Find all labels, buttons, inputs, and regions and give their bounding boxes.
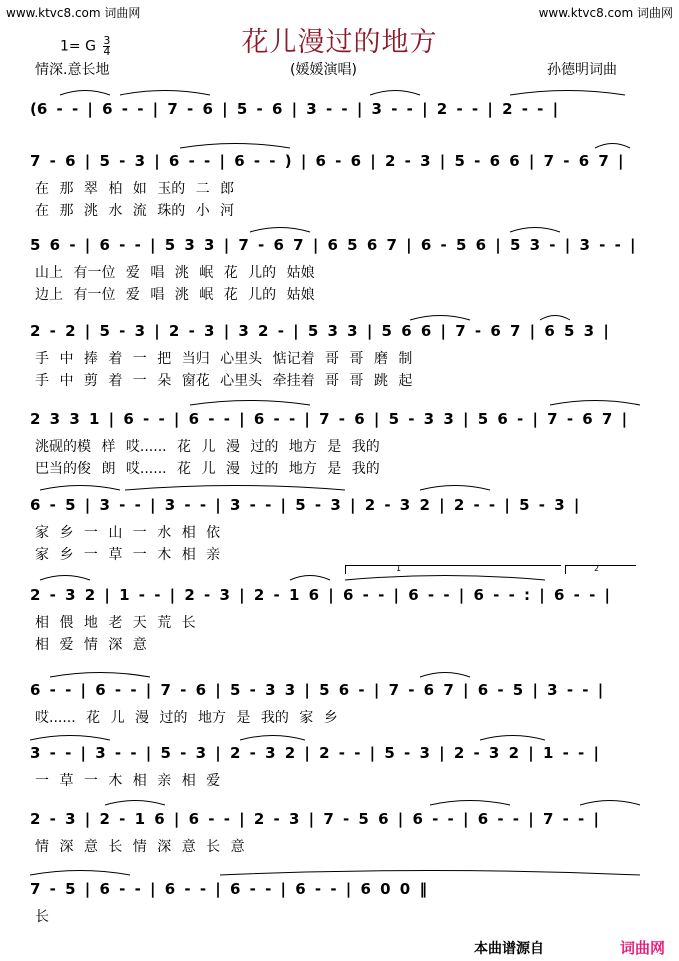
lyric-line-5-2: 巴当的俊 朗 哎...... 花 儿 漫 过的 地方 是 我的 (35, 461, 380, 477)
key-label: 1= G (60, 38, 96, 55)
slur-10 (190, 401, 310, 406)
slur-12 (40, 486, 120, 491)
slur-24 (430, 801, 510, 806)
volta-first (345, 565, 561, 574)
slur-3 (510, 91, 625, 96)
watermark-right: www.ktvc8.com 词曲网 (538, 6, 673, 20)
lyric-line-3-2: 边上 有一位 爱 唱 洮 岷 花 儿的 姑娘 (35, 287, 315, 303)
lyric-line-7-2: 相 爱 情 深 意 (35, 637, 147, 653)
notation-line-5: 2 3 3 1 | 6 - - | 6 - - | 6 - - | 7 - 6 | 5 - 3 3 | 5 6 - | 7 - 6 7 | (30, 410, 628, 428)
footer-source: 本曲谱源自 (474, 941, 544, 957)
slur-5 (595, 144, 630, 149)
slur-18 (50, 673, 150, 678)
slur-15 (40, 576, 90, 581)
slur-17 (345, 576, 545, 581)
time-bottom: 4 (103, 45, 111, 58)
page-title: 花儿漫过的地方 (241, 27, 438, 58)
slur-7 (510, 228, 560, 233)
notation-line-7: 2 - 3 2 | 1 - - | 2 - 3 | 2 - 1 6 | 6 - - | 6 - - | 6 - - : | 6 - - | (30, 586, 610, 604)
slur-4 (180, 144, 290, 149)
slur-19 (420, 673, 470, 678)
credits: 孙德明词曲 (547, 62, 617, 78)
slur-27 (220, 871, 640, 876)
slur-13 (125, 486, 345, 491)
slur-1 (120, 91, 210, 96)
slur-2 (370, 91, 420, 96)
slur-26 (30, 871, 130, 876)
footer-logo[interactable]: 词曲网 (620, 939, 666, 957)
lyric-line-3-1: 山上 有一位 爱 唱 洮 岷 花 儿的 姑娘 (35, 265, 315, 281)
notation-line-6: 6 - 5 | 3 - - | 3 - - | 3 - - | 5 - 3 | 2 - 3 2 | 2 - - | 5 - 3 | (30, 496, 580, 514)
notation-line-1: (6 - - | 6 - - | 7 - 6 | 5 - 6 | 3 - - | 3 - - | 2 - - | 2 - - | (30, 100, 559, 118)
slur-14 (420, 486, 490, 491)
notation-line-9: 3 - - | 3 - - | 5 - 3 | 2 - 3 2 | 2 - - | 5 - 3 | 2 - 3 2 | 1 - - | (30, 744, 599, 762)
volta-first-label: 1 (396, 564, 402, 573)
slur-11 (550, 401, 640, 406)
lyric-line-4-2: 手 中 剪 着 一 朵 窗花 心里头 牵挂着 哥 哥 跳 起 (35, 373, 413, 389)
slur-23 (105, 801, 165, 806)
watermark-left: www.ktvc8.com 词曲网 (6, 6, 141, 20)
volta-second (565, 565, 636, 574)
lyric-line-4-1: 手 中 捧 着 一 把 当归 心里头 惦记着 哥 哥 磨 制 (35, 351, 413, 367)
slur-9 (540, 316, 570, 321)
volta-second-label: 2 (594, 564, 600, 573)
notation-line-10: 2 - 3 | 2 - 1 6 | 6 - - | 2 - 3 | 7 - 5 6 | 6 - - | 6 - - | 7 - - | (30, 810, 599, 828)
notation-line-8: 6 - - | 6 - - | 7 - 6 | 5 - 3 3 | 5 6 - | 7 - 6 7 | 6 - 5 | 3 - - | (30, 681, 604, 699)
slur-6 (250, 228, 310, 233)
lyric-line-6-2: 家 乡 一 草 一 木 相 亲 (35, 547, 221, 563)
slur-8 (410, 316, 470, 321)
lyric-line-11-1: 长 (35, 909, 49, 925)
lyric-line-2-1: 在 那 翠 柏 如 玉的 二 郎 (35, 181, 235, 197)
lyric-line-8-1: 哎...... 花 儿 漫 过的 地方 是 我的 家 乡 (35, 710, 338, 726)
lyric-line-5-1: 洮砚的模 样 哎...... 花 儿 漫 过的 地方 是 我的 (35, 439, 380, 455)
slur-25 (580, 801, 640, 806)
notation-line-3: 5 6 - | 6 - - | 5 3 3 | 7 - 6 7 | 6 5 6 7 | 6 - 5 6 | 5 3 - | 3 - - | (30, 236, 636, 254)
lyric-line-9-1: 一 草 一 木 相 亲 相 爱 (35, 773, 221, 789)
lyric-line-2-2: 在 那 洮 水 流 珠的 小 河 (35, 203, 235, 219)
lyric-line-10-1: 情 深 意 长 情 深 意 长 意 (35, 839, 245, 855)
tempo-marking: 情深.意长地 (35, 62, 110, 78)
slur-20 (30, 736, 110, 741)
notation-line-11: 7 - 5 | 6 - - | 6 - - | 6 - - | 6 - - | 6 0 0 ‖ (30, 880, 427, 898)
notation-line-4: 2 - 2 | 5 - 3 | 2 - 3 | 3 2 - | 5 3 3 | 5 6 6 | 7 - 6 7 | 6 5 3 | (30, 322, 609, 340)
lyric-line-7-1: 相 偎 地 老 天 荒 长 (35, 615, 196, 631)
notation-line-2: 7 - 6 | 5 - 3 | 6 - - | 6 - - ) | 6 - 6 | 2 - 3 | 5 - 6 6 | 7 - 6 7 | (30, 152, 624, 170)
slur-0 (60, 91, 110, 96)
performer: (媛媛演唱) (290, 62, 357, 78)
lyric-line-6-1: 家 乡 一 山 一 水 相 依 (35, 525, 221, 541)
slur-21 (240, 736, 305, 741)
time-top: 3 (103, 34, 111, 47)
slur-22 (480, 736, 545, 741)
slur-16 (290, 576, 330, 581)
